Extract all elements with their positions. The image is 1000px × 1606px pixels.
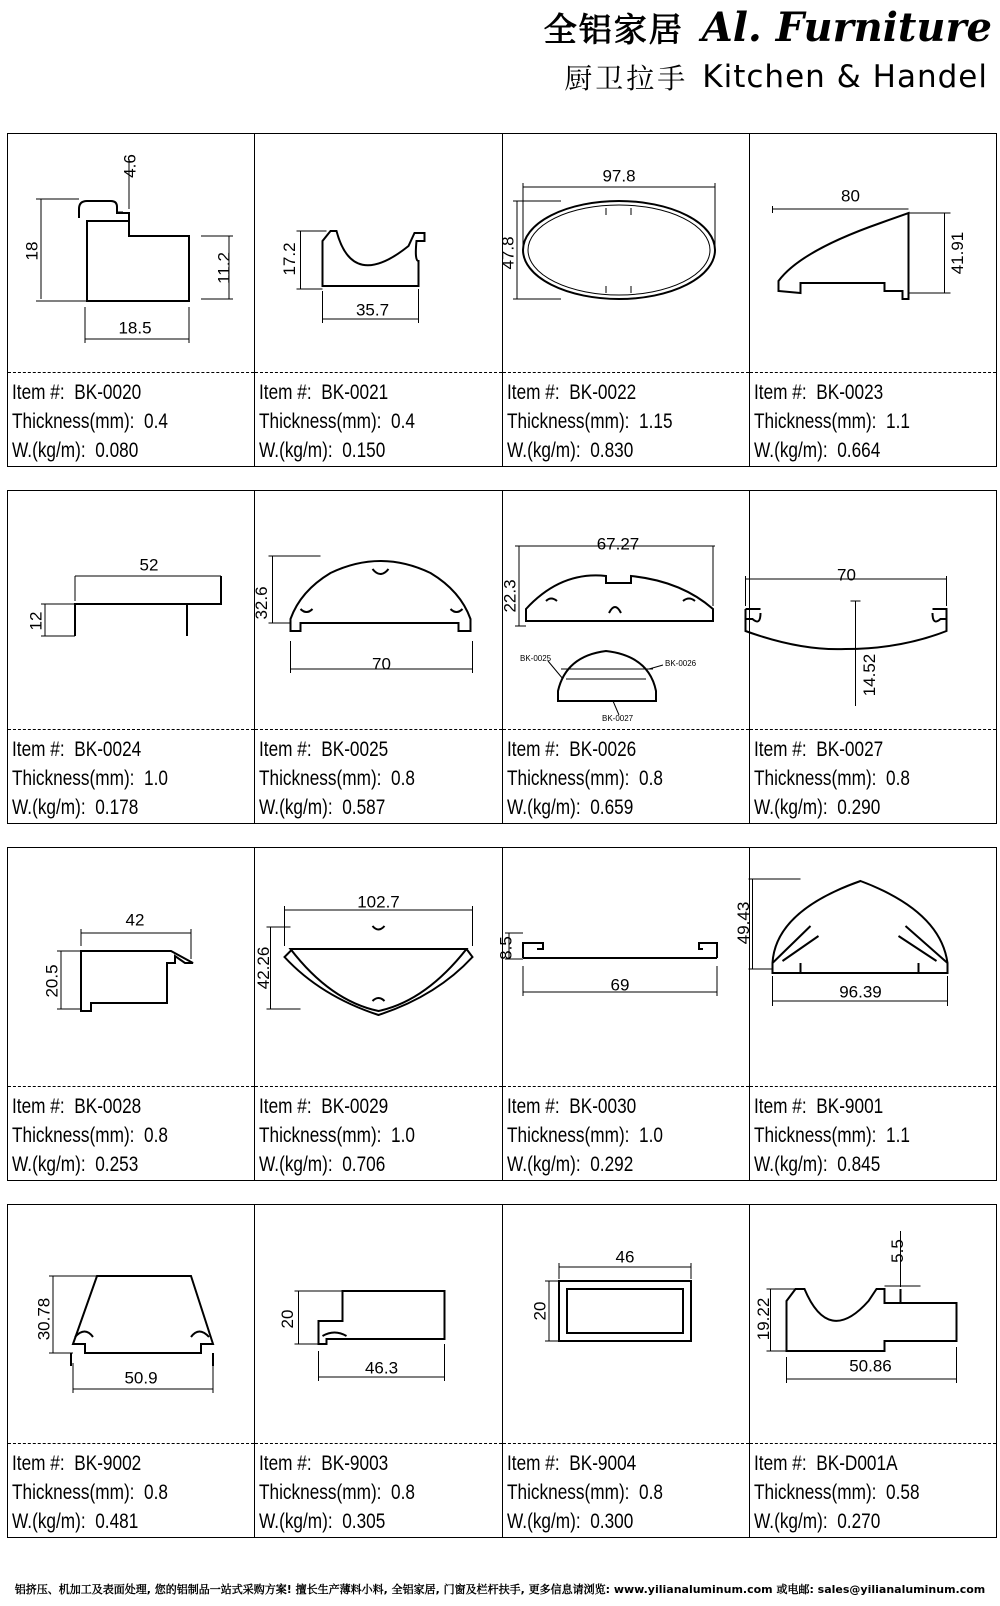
product-card (499, 491, 750, 823)
thickness-label: Thickness(mm): (506, 410, 629, 433)
weight-value: 0.290 (836, 796, 881, 819)
item-number: BK-0029 (321, 1095, 389, 1118)
item-number: BK-0023 (815, 381, 883, 404)
profile-drawing (503, 1205, 748, 1438)
divider (503, 729, 749, 730)
weight-value: 0.150 (342, 439, 386, 462)
dimension-label: 12 (26, 611, 46, 631)
item-number: BK-0028 (74, 1095, 142, 1118)
dimension-label: 42 (125, 910, 145, 930)
divider (503, 372, 749, 373)
weight-label: W.(kg/m): (12, 1153, 86, 1176)
product-card (255, 1205, 502, 1537)
item-label: Item #: (753, 1095, 807, 1118)
dimension-label: 19.22 (753, 1297, 773, 1341)
divider (8, 1086, 254, 1087)
dimension-label: 20 (529, 1301, 549, 1321)
item-number: BK-9001 (815, 1095, 883, 1118)
profile-drawing (497, 134, 748, 367)
thickness-label: Thickness(mm): (259, 767, 382, 790)
weight-value: 0.587 (342, 796, 386, 819)
product-specs (259, 1092, 415, 1179)
dimension-label: 11.2 (214, 252, 234, 284)
divider (8, 1443, 254, 1444)
thickness-value: 0.8 (391, 767, 416, 790)
dimension-label: 97.8 (601, 166, 636, 186)
dimension-label: 22.3 (499, 579, 519, 613)
item-number: BK-0026 (568, 738, 636, 761)
header-title (544, 2, 992, 52)
item-number: BK-0024 (74, 738, 142, 761)
weight-label: W.(kg/m): (259, 796, 333, 819)
weight-label: W.(kg/m): (506, 796, 581, 819)
dimension-label: 5.5 (887, 1239, 907, 1263)
profile-drawing (255, 1205, 500, 1438)
item-number: BK-9002 (74, 1452, 142, 1475)
thickness-label: Thickness(mm): (753, 1481, 877, 1504)
weight-label: W.(kg/m): (259, 439, 333, 462)
item-label: Item #: (12, 381, 65, 404)
weight-value: 0.845 (836, 1153, 881, 1176)
thickness-label: Thickness(mm): (12, 1481, 135, 1504)
profile-drawing (733, 848, 995, 1081)
product-card (8, 848, 255, 1180)
title-en: Al. Furniture (701, 3, 992, 51)
profile-drawing (8, 491, 253, 724)
thickness-value: 1.15 (638, 410, 673, 433)
weight-value: 0.659 (589, 796, 633, 819)
product-specs (754, 1449, 920, 1536)
item-label: Item #: (259, 381, 312, 404)
product-specs (507, 1449, 663, 1536)
weight-value: 0.830 (589, 439, 633, 462)
product-row (7, 133, 997, 467)
dimension-label: 80 (840, 186, 860, 206)
item-label: Item #: (506, 738, 560, 761)
thickness-value: 0.8 (144, 1481, 168, 1504)
dimension-label: 14.52 (859, 653, 879, 697)
item-label: Item #: (259, 738, 312, 761)
thickness-value: 1.0 (391, 1124, 416, 1147)
dimension-label: 67.27 (596, 534, 639, 554)
product-card (8, 491, 255, 823)
footer-text: 铝挤压、机加工及表面处理, 您的铝制品一站式采购方案! 擅长生产薄料小料, 全铝家居, 门窗及栏杆扶手, 更多信息请浏览: www.yilianaluminum.com 或电邮: sales@yilianaluminum.com (14, 1583, 986, 1596)
divider (750, 1086, 996, 1087)
thickness-label: Thickness(mm): (506, 767, 629, 790)
dimension-label: 20 (278, 1309, 298, 1329)
thickness-label: Thickness(mm): (753, 410, 877, 433)
weight-value: 0.178 (95, 796, 139, 819)
weight-label: W.(kg/m): (12, 796, 86, 819)
product-specs (12, 735, 168, 822)
weight-label: W.(kg/m): (259, 1153, 333, 1176)
thickness-label: Thickness(mm): (753, 1124, 877, 1147)
divider (255, 1086, 501, 1087)
dimension-label: 49.43 (733, 901, 753, 945)
item-label: Item #: (12, 1452, 65, 1475)
divider (750, 1443, 996, 1444)
item-number: BK-0020 (74, 381, 142, 404)
thickness-label: Thickness(mm): (259, 1124, 382, 1147)
item-label: Item #: (506, 1095, 560, 1118)
weight-label: W.(kg/m): (753, 439, 828, 462)
thickness-value: 0.8 (638, 1481, 663, 1504)
divider (255, 1443, 501, 1444)
dimension-label: 70 (836, 565, 856, 585)
weight-value: 0.292 (589, 1153, 633, 1176)
weight-value: 0.253 (95, 1153, 139, 1176)
divider (503, 1086, 749, 1087)
profile-drawing (750, 1205, 995, 1438)
item-number: BK-0027 (815, 738, 883, 761)
divider (750, 729, 996, 730)
header-subtitle (564, 55, 988, 99)
product-specs (754, 1092, 910, 1179)
profile-drawing (255, 134, 500, 367)
dimension-label: 46 (615, 1247, 634, 1267)
product-specs (259, 1449, 415, 1536)
dimension-label: 52 (139, 555, 159, 575)
product-specs (12, 378, 168, 465)
product-card (497, 134, 750, 466)
product-card (8, 1205, 255, 1537)
dimension-label: 96.39 (838, 982, 882, 1002)
item-number: BK-0030 (568, 1095, 636, 1118)
thickness-label: Thickness(mm): (12, 767, 135, 790)
thickness-value: 0.8 (391, 1481, 416, 1504)
dimension-label: 18.5 (118, 318, 152, 338)
dimension-label: 70 (372, 654, 392, 674)
item-label: Item #: (12, 738, 65, 761)
weight-label: W.(kg/m): (753, 796, 828, 819)
item-label: Item #: (506, 1452, 560, 1475)
dimension-label: 50.86 (848, 1356, 892, 1376)
divider (8, 729, 254, 730)
product-card (750, 491, 996, 823)
thickness-value: 1.1 (885, 1124, 910, 1147)
weight-value: 0.300 (589, 1510, 633, 1533)
divider (8, 372, 254, 373)
product-specs (12, 1092, 168, 1179)
product-card (255, 134, 502, 466)
product-specs (259, 378, 415, 465)
profile-drawing (750, 491, 995, 724)
item-label: Item #: (506, 381, 560, 404)
thickness-label: Thickness(mm): (259, 1481, 382, 1504)
subtitle-en: Kitchen & Handel (702, 59, 988, 95)
thickness-value: 1.1 (885, 410, 910, 433)
thickness-value: 0.4 (144, 410, 168, 433)
weight-value: 0.664 (836, 439, 881, 462)
product-row (7, 490, 997, 824)
callout-bk-0025: BK-0025 (519, 654, 551, 663)
profile-drawing (495, 848, 748, 1081)
divider (750, 372, 996, 373)
product-specs (754, 378, 910, 465)
profile-drawing (499, 491, 748, 724)
callout-bk-0027: BK-0027 (601, 714, 633, 723)
thickness-label: Thickness(mm): (506, 1124, 629, 1147)
product-card (252, 491, 502, 823)
thickness-label: Thickness(mm): (753, 767, 877, 790)
dimension-label: 8.5 (495, 936, 515, 960)
product-card (495, 848, 750, 1180)
weight-label: W.(kg/m): (506, 1510, 581, 1533)
weight-label: W.(kg/m): (12, 1510, 86, 1533)
callout-bk-0026: BK-0026 (664, 659, 696, 668)
thickness-value: 0.58 (885, 1481, 920, 1504)
item-label: Item #: (753, 738, 807, 761)
thickness-value: 0.8 (885, 767, 910, 790)
thickness-value: 0.8 (638, 767, 663, 790)
weight-value: 0.481 (95, 1510, 139, 1533)
profile-drawing (252, 491, 500, 724)
item-label: Item #: (12, 1095, 65, 1118)
profile-drawing (750, 134, 995, 367)
divider (255, 729, 501, 730)
weight-label: W.(kg/m): (753, 1153, 828, 1176)
weight-label: W.(kg/m): (506, 1153, 581, 1176)
weight-value: 0.706 (342, 1153, 386, 1176)
subtitle-cn: 厨卫拉手 (564, 62, 689, 95)
profile-drawing (8, 1205, 253, 1438)
item-label: Item #: (753, 381, 807, 404)
product-specs (259, 735, 415, 822)
product-row (7, 847, 997, 1181)
dimension-label: 35.7 (356, 300, 390, 320)
dimension-label: 69 (610, 975, 629, 995)
weight-label: W.(kg/m): (259, 1510, 333, 1533)
dimension-label: 42.26 (254, 946, 274, 990)
product-specs (507, 1092, 663, 1179)
weight-value: 0.080 (95, 439, 139, 462)
product-specs (12, 1449, 168, 1536)
thickness-label: Thickness(mm): (259, 410, 382, 433)
dimension-label: 41.91 (947, 231, 967, 275)
weight-label: W.(kg/m): (12, 439, 86, 462)
dimension-label: 20.5 (42, 964, 62, 998)
weight-label: W.(kg/m): (506, 439, 581, 462)
product-card (750, 1205, 996, 1537)
product-row (7, 1204, 997, 1538)
thickness-value: 1.0 (144, 767, 168, 790)
product-specs (507, 378, 673, 465)
divider (255, 372, 501, 373)
dimension-label: 30.78 (34, 1297, 54, 1341)
item-label: Item #: (259, 1452, 312, 1475)
dimension-label: 46.3 (365, 1358, 399, 1378)
weight-value: 0.305 (342, 1510, 386, 1533)
item-number: BK-0025 (321, 738, 389, 761)
item-number: BK-9004 (568, 1452, 636, 1475)
item-number: BK-0021 (321, 381, 389, 404)
title-cn: 全铝家居 (543, 9, 684, 49)
thickness-value: 0.8 (144, 1124, 168, 1147)
item-number: BK-0022 (568, 381, 636, 404)
product-card (733, 848, 996, 1180)
product-card (255, 848, 502, 1180)
thickness-value: 0.4 (391, 410, 416, 433)
dimension-label: 4.6 (120, 154, 140, 178)
profile-drawing (8, 134, 253, 367)
dimension-label: 50.9 (124, 1368, 158, 1388)
dimension-label: 17.2 (280, 242, 300, 276)
dimension-label: 47.8 (497, 236, 517, 270)
weight-value: 0.270 (836, 1510, 881, 1533)
profile-drawing (255, 848, 500, 1081)
thickness-label: Thickness(mm): (506, 1481, 629, 1504)
weight-label: W.(kg/m): (753, 1510, 828, 1533)
thickness-label: Thickness(mm): (12, 1124, 135, 1147)
product-specs (754, 735, 910, 822)
item-number: BK-9003 (321, 1452, 389, 1475)
item-label: Item #: (753, 1452, 807, 1475)
dimension-label: 102.7 (357, 892, 401, 912)
thickness-label: Thickness(mm): (12, 410, 135, 433)
item-number: BK-D001A (815, 1452, 898, 1475)
product-specs (507, 735, 663, 822)
dimension-label: 18 (22, 241, 42, 261)
item-label: Item #: (259, 1095, 312, 1118)
thickness-value: 1.0 (638, 1124, 663, 1147)
product-card (8, 134, 255, 466)
product-card (503, 1205, 750, 1537)
profile-drawing (8, 848, 253, 1081)
dimension-label: 32.6 (252, 586, 272, 620)
divider (503, 1443, 749, 1444)
product-card (750, 134, 996, 466)
